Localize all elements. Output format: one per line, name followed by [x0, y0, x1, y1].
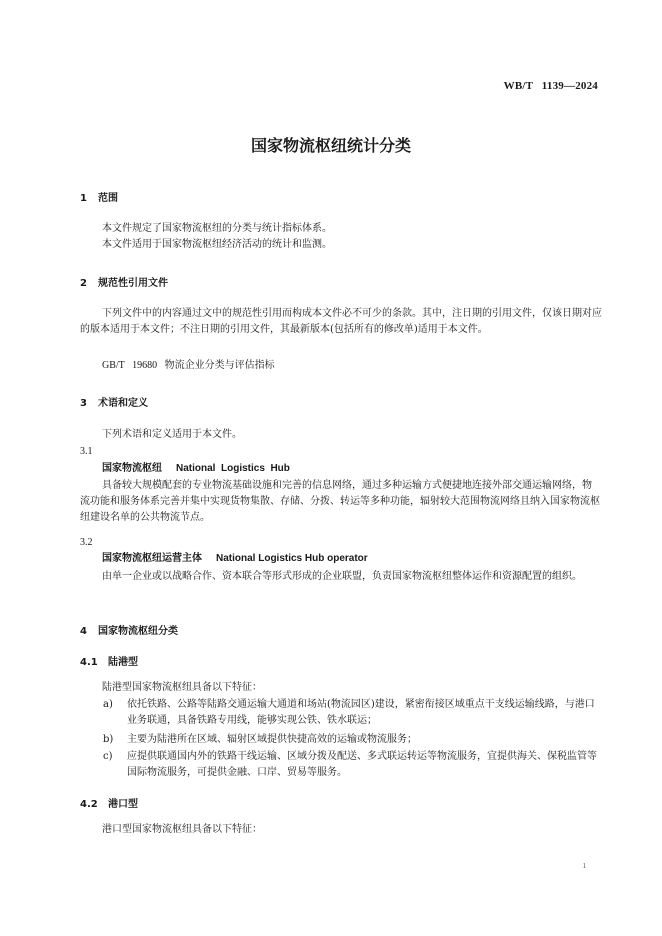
section-1-paragraph-2: 本文件适用于国家物流枢纽经济活动的统计和监测。 — [102, 239, 332, 250]
section-3-title: 术语和定义 — [98, 398, 148, 409]
term-3-1-en: National Logistics Hub — [176, 463, 290, 474]
term-3-2-cn: 国家物流枢纽运营主体 — [102, 553, 202, 564]
term-3-1-number: 3.1 — [80, 446, 93, 457]
term-3-1-cn: 国家物流枢纽 — [102, 463, 162, 474]
list-item-c-text: 应提供联通国内外的铁路干线运输、区域分拨及配送、多式联运转运等物流服务，宜提供海关、保税监管等国际物流服务，可提供金融、口岸、贸易等服务。 — [127, 751, 597, 778]
section-4-1-title: 陆港型 — [108, 657, 138, 668]
term-3-2-number: 3.2 — [80, 537, 93, 548]
list-item-a-text: 依托铁路、公路等陆路交通运输大通道和场站(物流园区)建设，紧密衔接区域重点干支线运输线路，与港口业务联通，具备铁路专用线，能够实现公铁、铁水联运； — [127, 699, 595, 726]
section-4-2-intro: 港口型国家物流枢纽具备以下特征： — [102, 824, 262, 835]
section-4-1-intro: 陆港型国家物流枢纽具备以下特征： — [102, 682, 262, 693]
section-1-heading — [80, 191, 118, 207]
section-1-number: 1 — [80, 193, 87, 204]
section-3-intro: 下列术语和定义适用于本文件。 — [102, 429, 242, 440]
list-item-c-label: c) — [103, 751, 113, 762]
section-3-heading — [80, 396, 148, 412]
list-item-b-label: b) — [103, 734, 114, 745]
section-4-2-number: 4.2 — [80, 799, 98, 810]
page-number: 1 — [582, 862, 586, 870]
normative-reference: GB/T 19680 物流企业分类与评估指标 — [102, 360, 275, 371]
section-1-title: 范围 — [98, 193, 118, 204]
list-item-b-text: 主要为陆港所在区域、辐射区域提供快捷高效的运输或物流服务； — [127, 734, 417, 745]
term-3-2-definition: 由单一企业或以战略合作、资本联合等形式形成的企业联盟，负责国家物流枢纽整体运作和资源配置的组织。 — [102, 571, 582, 582]
section-2-number: 2 — [80, 278, 87, 289]
standard-code: WB/T 1139—2024 — [503, 80, 598, 92]
section-2-paragraph: 下列文件中的内容通过文中的规范性引用而构成本文件必不可少的条款。其中，注日期的引用文件，仅该日期对应的版本适用于本文件；不注日期的引用文件，其最新版本(包括所有的修改单)适用于本文件。 — [80, 308, 602, 335]
section-4-2-heading — [80, 797, 138, 813]
section-2-heading — [80, 276, 168, 292]
section-2-title: 规范性引用文件 — [98, 278, 168, 289]
section-4-number: 4 — [80, 626, 87, 637]
section-1-paragraph-1: 本文件规定了国家物流枢纽的分类与统计指标体系。 — [102, 223, 332, 234]
term-3-1-definition: 具备较大规模配套的专业物流基础设施和完善的信息网络，通过多种运输方式便捷地连接外部交通运输网络，物流功能和服务体系完善并集中实现货物集散、存储、分拨、转运等多种功能，辐射较大范围物流网络且纳入国家物流枢纽建设名单的公共物流节点。 — [80, 480, 600, 523]
section-4-1-heading — [80, 655, 138, 671]
page-title: 国家物流枢纽统计分类 — [250, 136, 411, 155]
section-4-2-title: 港口型 — [108, 799, 138, 810]
section-4-heading — [80, 624, 178, 640]
list-item-a-label: a) — [103, 699, 113, 710]
section-4-1-number: 4.1 — [80, 657, 98, 668]
term-3-1-heading — [102, 461, 290, 477]
section-3-number: 3 — [80, 398, 87, 409]
term-3-2-en: National Logistics Hub operator — [216, 553, 368, 564]
section-4-title: 国家物流枢纽分类 — [98, 626, 178, 637]
term-3-2-heading — [102, 551, 368, 567]
